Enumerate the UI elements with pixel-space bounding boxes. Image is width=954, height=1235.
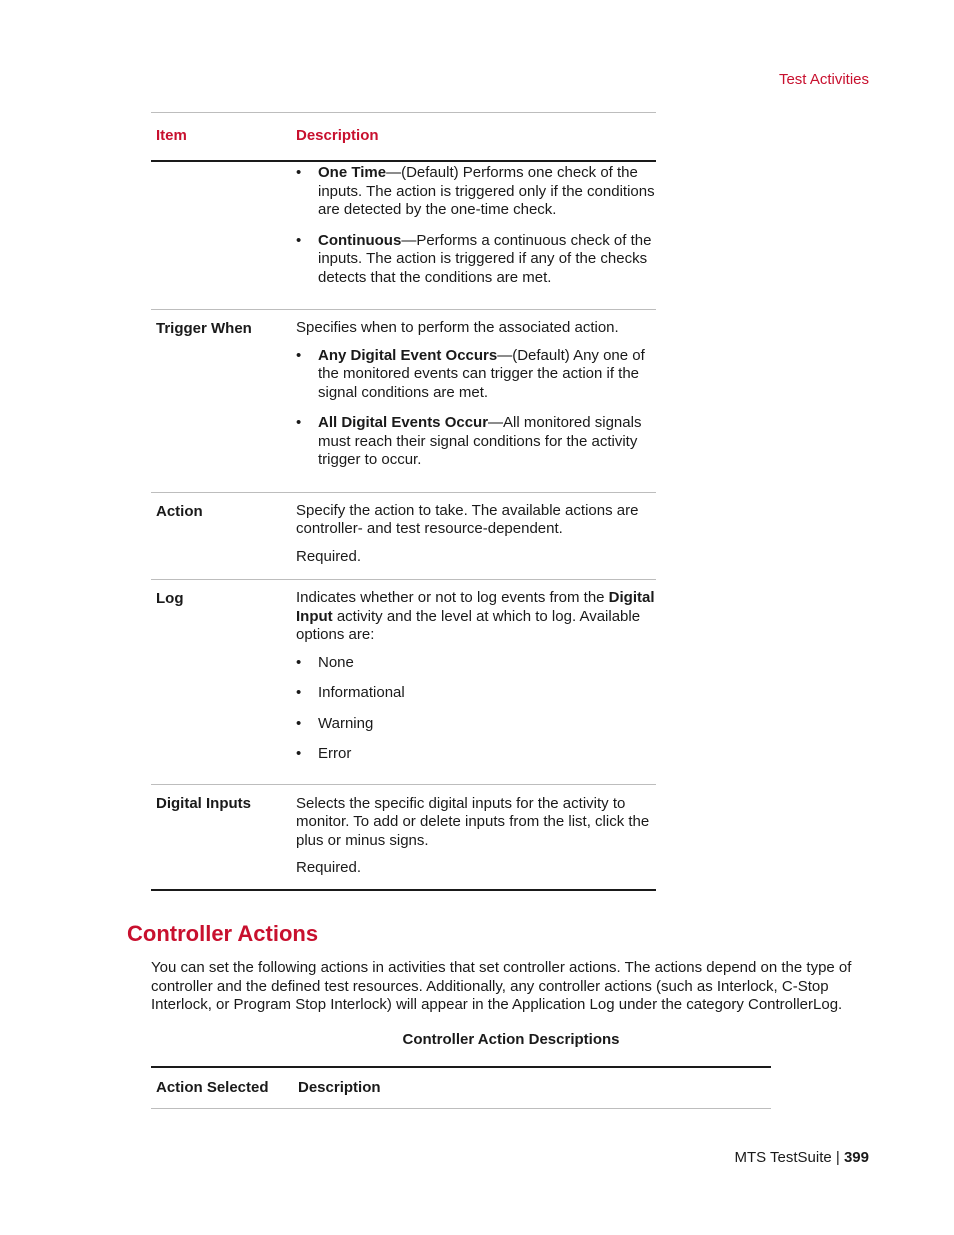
controller-actions-table (151, 1066, 771, 1109)
table-row (151, 785, 656, 891)
table-header (151, 112, 656, 162)
page-number: 399 (843, 1149, 869, 1166)
table-row (151, 580, 656, 785)
row-description: Indicates whether or not to log events from the Digital Input activity and the level at which to log. Available options are: • None • Informational • Warning • Error (296, 589, 655, 762)
running-header: Test Activities (778, 71, 869, 88)
table-row (151, 162, 656, 310)
column-header-item: Item (156, 127, 187, 144)
row-description: Specifies when to perform the associated action. • Any Digital Event Occurs—(Default) Any one of the monitored events can trigger the action if the signal conditions are met. • All Digital Events Occur—All monitored signals must reach their signal conditions for the activity trigger to occur. (296, 310, 656, 492)
table-row (151, 493, 656, 581)
list-item: • Error (296, 745, 352, 762)
list-item: • All Digital Events Occur—All monitored signals must reach their signal conditions for the activity trigger to occur. (296, 414, 642, 468)
row-item-label: Action (156, 502, 203, 520)
row-description: Selects the specific digital inputs for the activity to monitor. To add or delete inputs from the list, click the plus or minus signs. Required. (296, 794, 650, 876)
table-caption: Controller Action Descriptions (402, 1031, 620, 1048)
list-item: • Warning (296, 714, 374, 732)
row-description: Specify the action to take. The available actions are controller- and test resource-dependent. Required. (296, 501, 639, 565)
column-header-description: Description (296, 127, 379, 144)
footer-product: MTS TestSuite | (734, 1149, 844, 1166)
list-item: • Continuous—Performs a continuous check of the inputs. The action is triggered if any of the checks detects that the conditions are met. (296, 231, 652, 286)
list-item: • One Time—(Default) Performs one check of the inputs. The action is triggered only if the conditions are detected by the one-time check. (296, 164, 655, 218)
section-title: Controller Actions (127, 921, 319, 946)
page-footer (734, 1149, 869, 1166)
row-item-label: Log (156, 590, 184, 607)
column-header-action-selected: Action Selected (156, 1079, 269, 1096)
row-item-label: Trigger When (156, 320, 252, 337)
list-item: • Any Digital Event Occurs—(Default) Any one of the monitored events can trigger the action if the signal conditions are met. (296, 346, 645, 401)
list-item: • None (296, 653, 354, 671)
row-description (296, 162, 656, 309)
list-item: • Informational (296, 684, 405, 701)
section-body: You can set the following actions in activities that set controller actions. The actions depend on the type of controller and the defined test resources. Additionally, any controller actions (such as Interlock, C-Stop Interlock, or Program Stop Interlock) will appear in the Application Log under the category ControllerLog. (151, 959, 852, 1014)
item-description-table (151, 112, 656, 891)
column-header-description: Description (298, 1079, 381, 1096)
row-item-label: Digital Inputs (156, 794, 251, 812)
table-row (151, 310, 656, 493)
